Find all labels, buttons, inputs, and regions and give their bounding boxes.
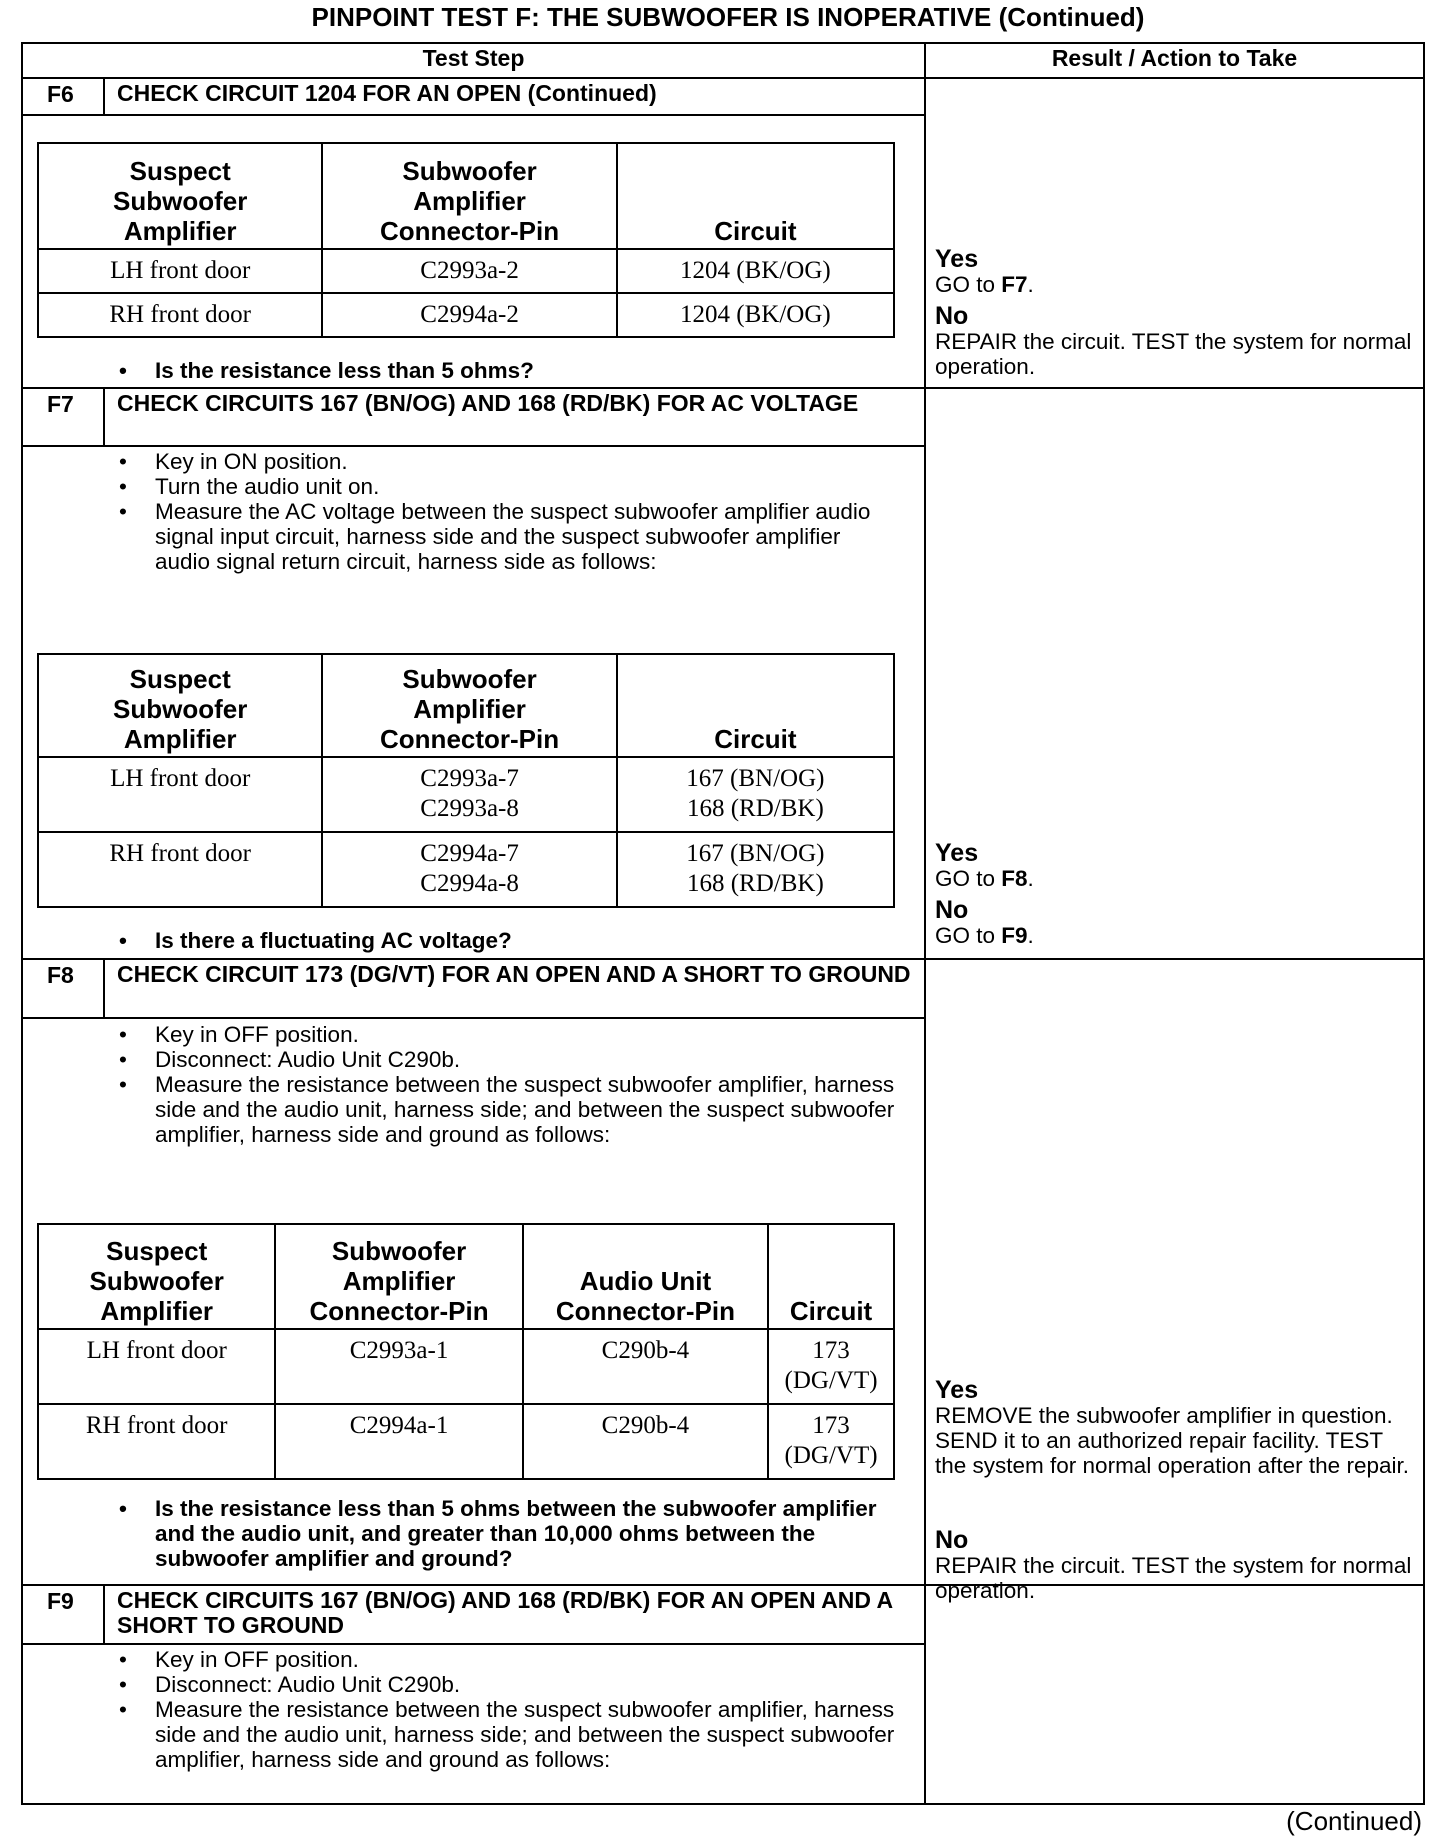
step-f7-header	[23, 389, 924, 447]
instruction: • Disconnect: Audio Unit C290b.	[119, 1047, 899, 1072]
f7-connector-table	[37, 653, 895, 908]
table-cell: 167 (BN/OG) 168 (RD/BK)	[617, 832, 894, 907]
f6-connector-table	[37, 142, 895, 338]
question-text: • Is the resistance less than 5 ohms?	[119, 358, 899, 383]
instruction: • Measure the resistance between the suspect subwoofer amplifier, harness side and the audio unit, harness side; and between the suspect subwoofer amplifier, harness side and ground as follows:	[119, 1072, 899, 1147]
punct: .	[1027, 923, 1034, 948]
instruction: • Key in ON position.	[119, 449, 899, 474]
f7-result	[935, 840, 1415, 948]
instruction: • Disconnect: Audio Unit C290b.	[119, 1672, 899, 1697]
table-cell: 173 (DG/VT)	[768, 1329, 894, 1404]
table-header: Circuit	[617, 143, 894, 249]
table-row	[38, 832, 894, 907]
instruction: • Key in OFF position.	[119, 1022, 899, 1047]
table-cell: C2993a-1	[275, 1329, 522, 1404]
table-cell: C2994a-1	[275, 1404, 522, 1479]
table-row	[38, 249, 894, 293]
table-header: Circuit	[617, 654, 894, 757]
instruction: • Turn the audio unit on.	[119, 474, 899, 499]
no-text: REPAIR the circuit. TEST the system for normal operation.	[935, 329, 1412, 379]
yes-label: Yes	[935, 839, 979, 867]
table-row	[38, 1329, 894, 1404]
continued-note: (Continued)	[1286, 1806, 1422, 1836]
f6-result	[935, 246, 1415, 379]
goto-link[interactable]: F8	[1001, 866, 1028, 891]
step-title: CHECK CIRCUIT 1204 FOR AN OPEN (Continued)	[117, 80, 657, 106]
table-header: Subwoofer Amplifier Connector-Pin	[322, 143, 616, 249]
f8-result-no	[935, 1527, 1415, 1603]
question-text: • Is there a fluctuating AC voltage?	[119, 928, 899, 953]
goto-link[interactable]: F7	[1001, 272, 1028, 297]
no-text: GO to	[935, 923, 1002, 948]
table-header: Suspect Subwoofer Amplifier	[38, 1224, 275, 1329]
table-header: Subwoofer Amplifier Connector-Pin	[322, 654, 616, 757]
table-cell: RH front door	[38, 832, 322, 907]
table-cell: RH front door	[38, 1404, 275, 1479]
step-title: CHECK CIRCUITS 167 (BN/OG) AND 168 (RD/BK) FOR AC VOLTAGE	[117, 390, 859, 416]
no-label: No	[935, 896, 969, 924]
table-cell: C2993a-2	[322, 249, 616, 293]
f7-instructions	[119, 449, 899, 574]
table-cell: LH front door	[38, 1329, 275, 1404]
no-label: No	[935, 302, 969, 330]
step-f8-header	[23, 960, 924, 1019]
instruction: • Key in OFF position.	[119, 1647, 899, 1672]
table-cell: 1204 (BK/OG)	[617, 293, 894, 337]
f6-question	[119, 358, 899, 383]
column-header-test-step: Test Step	[422, 45, 525, 71]
table-header: Audio Unit Connector-Pin	[523, 1224, 768, 1329]
f8-instructions	[119, 1022, 899, 1147]
no-label: No	[935, 1526, 969, 1554]
f8-connector-table	[37, 1223, 895, 1480]
yes-label: Yes	[935, 245, 979, 273]
step-id: F8	[23, 960, 105, 1017]
yes-label: Yes	[935, 1376, 979, 1404]
instruction: • Measure the resistance between the suspect subwoofer amplifier, harness side and the audio unit, harness side; and between the suspect subwoofer amplifier, harness side and ground as follows:	[119, 1697, 899, 1772]
f7-question	[119, 928, 899, 953]
step-f9-header	[23, 1586, 924, 1645]
table-cell: C290b-4	[523, 1329, 768, 1404]
step-id: F7	[23, 389, 105, 445]
f9-instructions	[119, 1647, 899, 1772]
table-row	[38, 757, 894, 832]
question-text: • Is the resistance less than 5 ohms between the subwoofer amplifier and the audio unit, and greater than 10,000 ohms between the subwoofer amplifier and ground?	[119, 1496, 899, 1571]
column-header-result: Result / Action to Take	[1051, 45, 1298, 71]
table-cell: C2993a-7 C2993a-8	[322, 757, 616, 832]
punct: .	[1027, 272, 1034, 297]
step-f6-header	[23, 79, 924, 116]
no-text: REPAIR the circuit. TEST the system for normal operation.	[935, 1553, 1412, 1603]
yes-text: REMOVE the subwoofer amplifier in question. SEND it to an authorized repair facility. TEST the system for normal operation after the repair.	[935, 1403, 1409, 1478]
instruction: • Measure the AC voltage between the suspect subwoofer amplifier audio signal input circuit, harness side and the suspect subwoofer amplifier audio signal return circuit, harness side as follows:	[119, 499, 899, 574]
step-id: F9	[23, 1586, 105, 1643]
table-header: Circuit	[768, 1224, 894, 1329]
table-cell: LH front door	[38, 757, 322, 832]
table-header: Suspect Subwoofer Amplifier	[38, 654, 322, 757]
step-id: F6	[23, 79, 105, 114]
table-header: Suspect Subwoofer Amplifier	[38, 143, 322, 249]
table-cell: 173 (DG/VT)	[768, 1404, 894, 1479]
step-title: CHECK CIRCUITS 167 (BN/OG) AND 168 (RD/BK) FOR AN OPEN AND A SHORT TO GROUND	[117, 1587, 893, 1638]
yes-text: GO to	[935, 272, 1002, 297]
table-cell: C2994a-2	[322, 293, 616, 337]
table-cell: RH front door	[38, 293, 322, 337]
table-cell: C290b-4	[523, 1404, 768, 1479]
table-cell: C2994a-7 C2994a-8	[322, 832, 616, 907]
pinpoint-test-table	[21, 42, 1425, 1805]
punct: .	[1027, 866, 1034, 891]
column-divider	[924, 44, 926, 1803]
f8-question	[119, 1496, 899, 1571]
table-cell: 167 (BN/OG) 168 (RD/BK)	[617, 757, 894, 832]
table-cell: LH front door	[38, 249, 322, 293]
f8-result-yes	[935, 1377, 1415, 1478]
page-title: PINPOINT TEST F: THE SUBWOOFER IS INOPERATIVE (Continued)	[311, 2, 1145, 32]
table-row	[38, 293, 894, 337]
yes-text: GO to	[935, 866, 1002, 891]
step-title: CHECK CIRCUIT 173 (DG/VT) FOR AN OPEN AND A SHORT TO GROUND	[117, 961, 911, 987]
table-header: Subwoofer Amplifier Connector-Pin	[275, 1224, 522, 1329]
goto-link[interactable]: F9	[1001, 923, 1028, 948]
table-cell: 1204 (BK/OG)	[617, 249, 894, 293]
table-row	[38, 1404, 894, 1479]
